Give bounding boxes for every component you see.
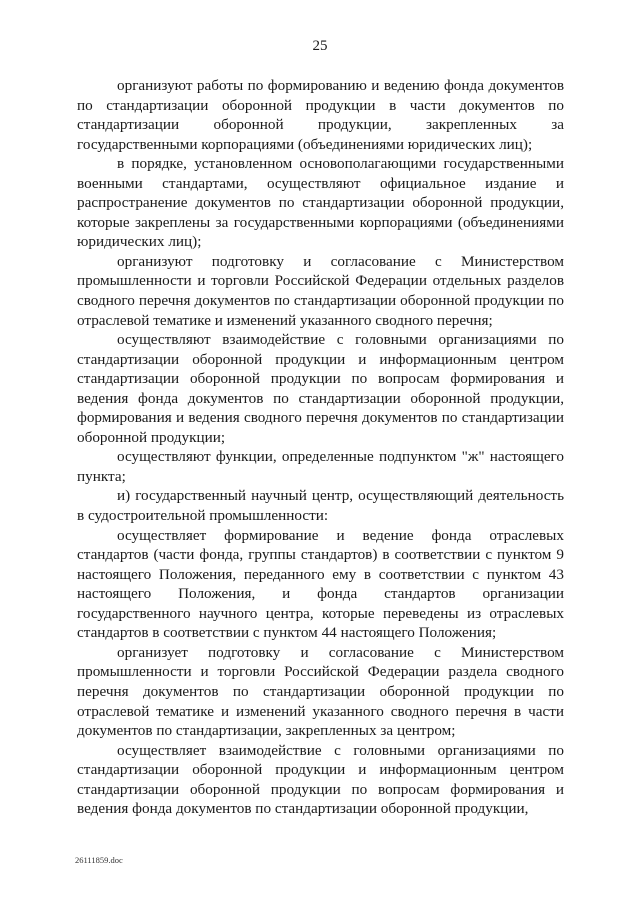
paragraph: организуют подготовку и согласование с Министерством промышленности и торговли Российской Федерации отдельных разделов сводного перечня документов по стандартизации оборонной продукции по отраслевой тематике и изменений указанного сводного перечня; bbox=[77, 252, 564, 329]
paragraph: в порядке, установленном основополагающими государственными военными стандартами, осуществляют официальное издание и распространение документов по стандартизации оборонной продукции, которые закреплены за государственными корпорациями (объединениями юридических лиц); bbox=[77, 155, 564, 251]
footer-file-code: 26111859.doc bbox=[75, 855, 123, 865]
paragraph: организуют работы по формированию и ведению фонда документов по стандартизации оборонной продукции в части документов по стандартизации оборонной продукции, закрепленных за государственными корпорациями (объединениями юридических лиц); bbox=[77, 77, 564, 153]
paragraph: осуществляет взаимодействие с головными организациями по стандартизации оборонной продукции и информационным центром стандартизации оборонной продукции по вопросам формирования и ведения фонда документов по стандартизации оборонной продукции, bbox=[77, 741, 564, 818]
paragraph: осуществляют функции, определенные подпунктом "ж" настоящего пункта; bbox=[77, 448, 564, 485]
paragraph: и) государственный научный центр, осуществляющий деятельность в судостроительной промышленности: bbox=[77, 487, 564, 525]
paragraph: осуществляет формирование и ведение фонда отраслевых стандартов (части фонда, группы стандартов) в соответствии с пунктом 9 настоящего Положения, переданного ему в соответствии с пунктом 43 настоящего Положения, и фонда стандартов организации государственного научного центра, которые переведены из отраслевых стандартов в соответствии с пунктом 44 настоящего Положения; bbox=[77, 526, 564, 642]
document-body bbox=[77, 76, 564, 819]
page-number: 25 bbox=[312, 38, 328, 54]
paragraph: организует подготовку и согласование с Министерством промышленности и торговли Российской Федерации раздела сводного перечня документов по стандартизации оборонной продукции по отраслевой тематике и изменений указанного сводного перечня в части документов по стандартизации, закрепленных за центром; bbox=[77, 643, 564, 740]
paragraph: осуществляют взаимодействие с головными организациями по стандартизации оборонной продукции и информационным центром стандартизации оборонной продукции по вопросам формирования и ведения фонда документов по стандартизации оборонной продукции, формирования и ведения сводного перечня документов по стандартизации оборонной продукции; bbox=[77, 331, 564, 446]
